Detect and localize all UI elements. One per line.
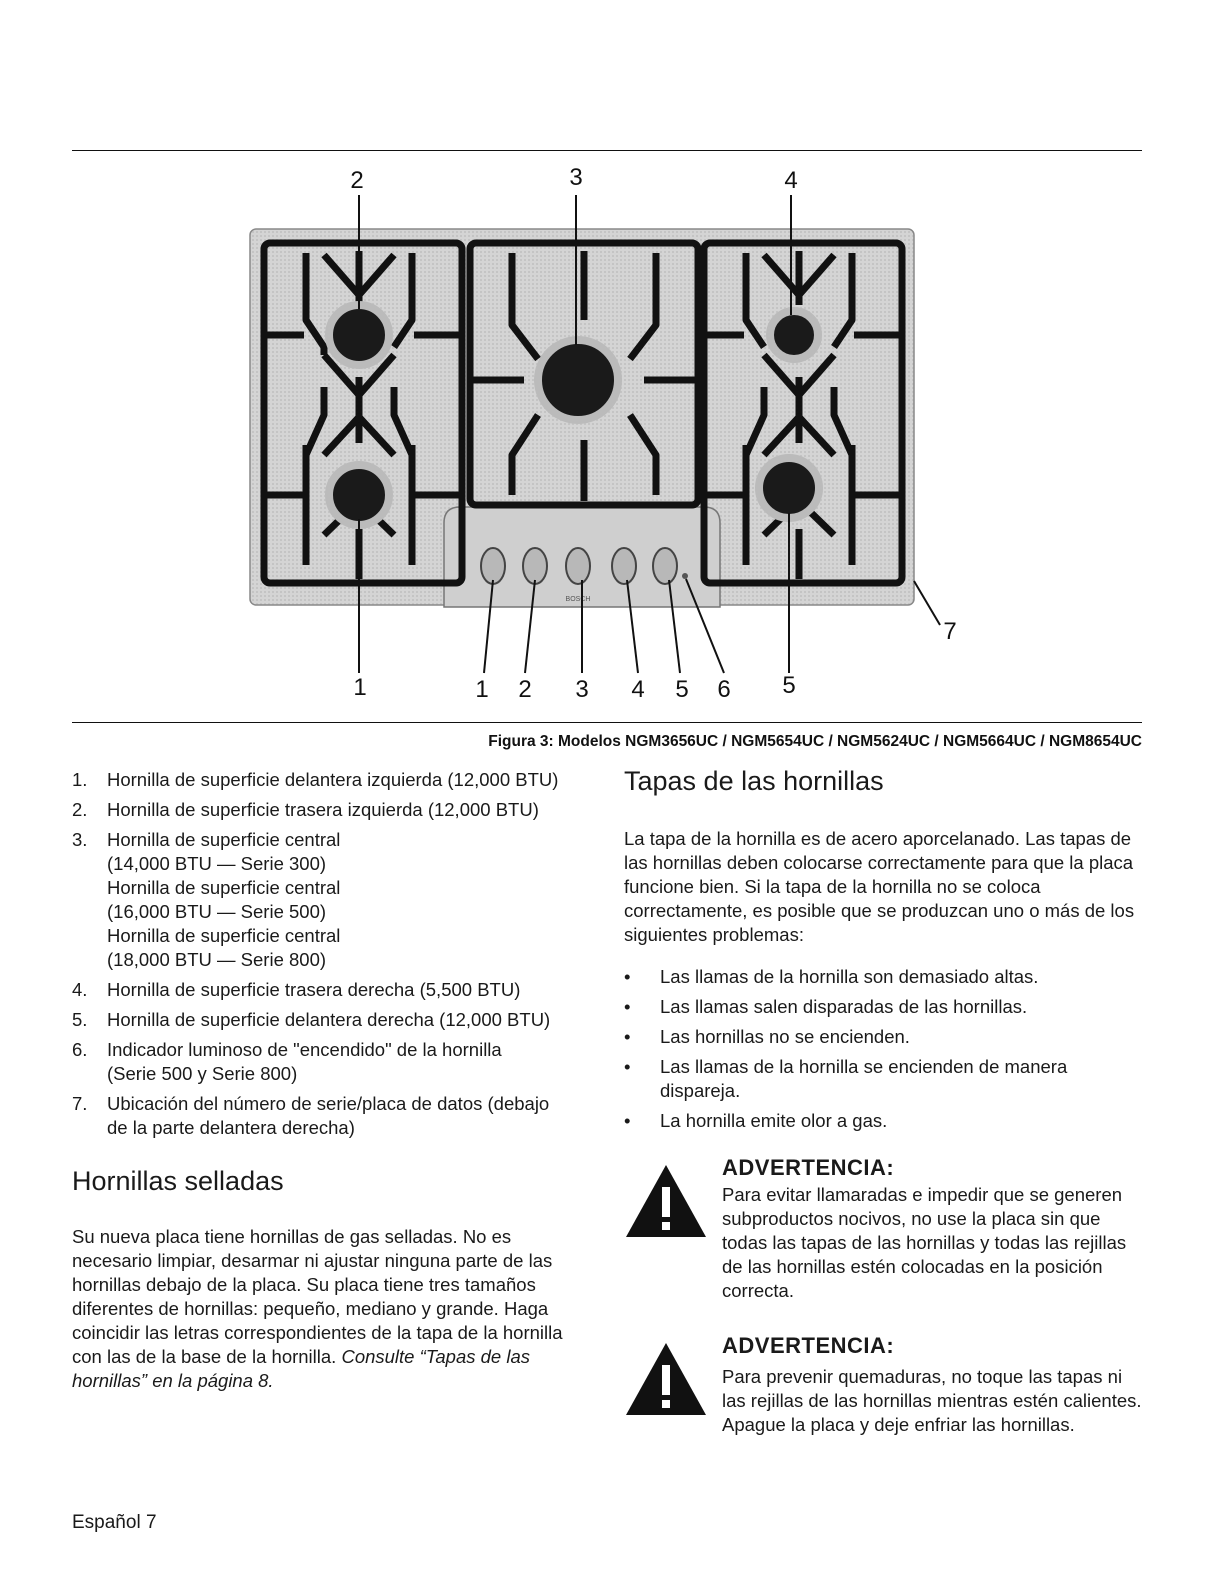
callout-1-left: 1 <box>353 674 367 701</box>
burner-rear-right-icon <box>770 311 818 359</box>
warning-title: ADVERTENCIA: <box>722 1155 895 1180</box>
indicator-light-icon <box>682 573 688 579</box>
callout-5-knob: 5 <box>675 676 689 703</box>
warning-text: Para evitar llamaradas e impedir que se generen subproductos nocivos, no use la placa sin que todas las tapas de las hornillas y todas las rejillas de las hornillas estén colocadas en la posición correcta. <box>722 1184 1127 1301</box>
burner-rear-left-icon <box>329 305 389 365</box>
top-rule <box>72 150 1142 151</box>
callout-3-knob: 3 <box>575 676 589 703</box>
burner-front-right-icon <box>759 458 819 518</box>
list-item: 1. Hornilla de superficie delantera izquierda (12,000 BTU) <box>72 769 559 790</box>
list-item: 5. Hornilla de superficie delantera derecha (12,000 BTU) <box>72 1009 551 1030</box>
list-item: • Las llamas salen disparadas de las hornillas. <box>624 996 1028 1017</box>
list-item: • La hornilla emite olor a gas. <box>624 1110 888 1131</box>
burner-center-icon <box>538 340 618 420</box>
callout-5-right: 5 <box>782 672 796 699</box>
list-item: • Las llamas de la hornilla son demasiado altas. <box>624 966 1039 987</box>
list-item: 3. Hornilla de superficie central (14,000 BTU — Serie 300) Hornilla de superficie central (16,000 BTU — Serie 500) Hornilla de superficie central (18,000 BTU — Serie 800) <box>72 829 341 970</box>
burner-caps-heading: Tapas de las hornillas <box>624 766 884 796</box>
list-item: • Las hornillas no se encienden. <box>624 1026 910 1047</box>
figure-caption: Figura 3: Modelos NGM3656UC / NGM5654UC / NGM5624UC / NGM5664UC / NGM8654UC <box>488 733 1142 750</box>
page-footer: Español 7 <box>72 1512 157 1533</box>
warning-text: Para prevenir quemaduras, no toque las tapas ni las rejillas de las hornillas mientras estén calientes. Apague la placa y deje enfriar las hornillas. <box>722 1366 1142 1435</box>
right-column <box>624 768 1144 1483</box>
cooktop-figure <box>72 155 1142 720</box>
callout-2-knob: 2 <box>518 676 532 703</box>
warning-icon <box>624 1163 708 1239</box>
callout-6-indicator: 6 <box>717 676 731 703</box>
callout-4-top: 4 <box>784 167 798 194</box>
list-item: 7. Ubicación del número de serie/placa de datos (debajo de la parte delantera derecha) <box>72 1093 550 1138</box>
brand-logo: BOSCH <box>565 596 591 603</box>
callout-3-top: 3 <box>569 164 583 191</box>
sealed-burners-heading: Hornillas selladas <box>72 1166 284 1196</box>
callout-2-top: 2 <box>350 167 364 194</box>
knob-3-icon <box>566 548 590 584</box>
list-item: 6. Indicador luminoso de "encendido" de la hornilla (Serie 500 y Serie 800) <box>72 1039 502 1084</box>
problems-list <box>624 965 1144 1133</box>
knob-4-icon <box>612 548 636 584</box>
warning-block <box>624 1155 1144 1305</box>
list-item: 2. Hornilla de superficie trasera izquierda (12,000 BTU) <box>72 799 539 820</box>
callout-7-side: 7 <box>943 618 957 645</box>
list-item: • Las llamas de la hornilla se encienden de manera dispareja. <box>624 1056 1068 1101</box>
list-item: 4. Hornilla de superficie trasera derecha (5,500 BTU) <box>72 979 521 1000</box>
callout-4-knob: 4 <box>631 676 645 703</box>
left-column <box>72 768 592 1393</box>
warning-icon <box>624 1341 708 1417</box>
sealed-burners-body: Su nueva placa tiene hornillas de gas selladas. No es necesario limpiar, desarmar ni ajustar ninguna parte de las hornillas debajo de la placa. Su placa tiene tres tamaños diferentes de hornillas: pequeño, mediano y grande. Haga coincidir las letras correspondientes de la tapa de la hornilla con las de la base de la hornilla. Consulte “Tapas de las hornillas” en la página 8. <box>72 1226 563 1391</box>
knob-2-icon <box>523 548 547 584</box>
knob-5-icon <box>653 548 677 584</box>
burner-front-left-icon <box>329 465 389 525</box>
warning-block <box>624 1333 1144 1483</box>
bottom-rule <box>72 722 1142 723</box>
burner-caps-body: La tapa de la hornilla es de acero aporcelanado. Las tapas de las hornillas deben colocarse correctamente para que la placa funcione bien. Si la tapa de la hornilla no se coloca correctamente, es posible que se produzcan uno o más de los siguientes problemas: <box>624 828 1135 945</box>
warning-title: ADVERTENCIA: <box>722 1333 895 1358</box>
knob-1-icon <box>481 548 505 584</box>
cooktop-illustration <box>72 155 1142 720</box>
cross-reference: Consulte “Tapas de las hornillas” en la página 8. <box>72 1346 530 1391</box>
parts-list <box>72 768 592 1140</box>
callout-1-knob: 1 <box>475 676 489 703</box>
